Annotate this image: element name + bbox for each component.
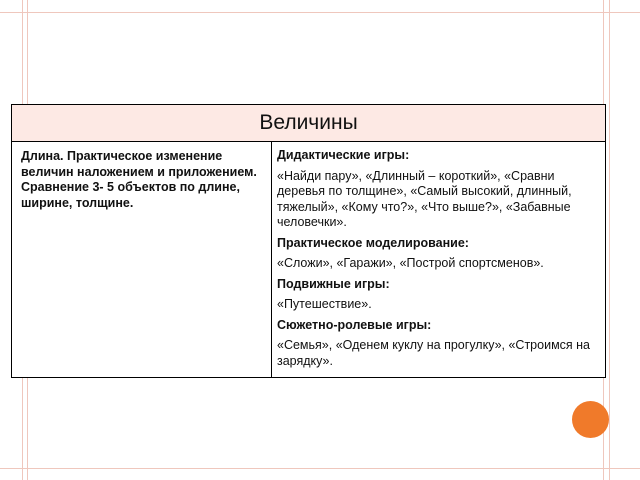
content-table — [11, 104, 606, 378]
mobile-games-heading: Подвижные игры: — [277, 276, 390, 291]
frame-line-top — [0, 12, 640, 13]
roleplay-games-text: «Семья», «Оденем куклу на прогулку», «Строимся на зарядку». — [277, 338, 591, 368]
decorative-circle — [572, 401, 609, 438]
modeling-heading: Практическое моделирование: — [277, 235, 469, 250]
frame-line-right-outer — [609, 0, 610, 480]
table-cell-right — [273, 142, 605, 377]
frame-line-bottom — [0, 468, 640, 469]
didactic-games-heading: Дидактические игры: — [277, 148, 410, 162]
roleplay-games-heading: Сюжетно-ролевые игры: — [277, 317, 432, 332]
table-cell-left: Длина. Практическое изменение величин наложением и приложением. Сравнение 3- 5 объектов по длине, ширине, толщине. — [12, 142, 272, 377]
table-title: Величины — [12, 105, 605, 142]
mobile-games-text: «Путешествие». — [277, 297, 372, 311]
didactic-games-text: «Найди пару», «Длинный – короткий», «Сравни деревья по толщине», «Самый высокий, длинный, тяжелый», «Кому что?», «Что выше?», «Забавные человечки». — [277, 168, 572, 229]
modeling-text: «Сложи», «Гаражи», «Построй спортсменов». — [277, 256, 544, 270]
